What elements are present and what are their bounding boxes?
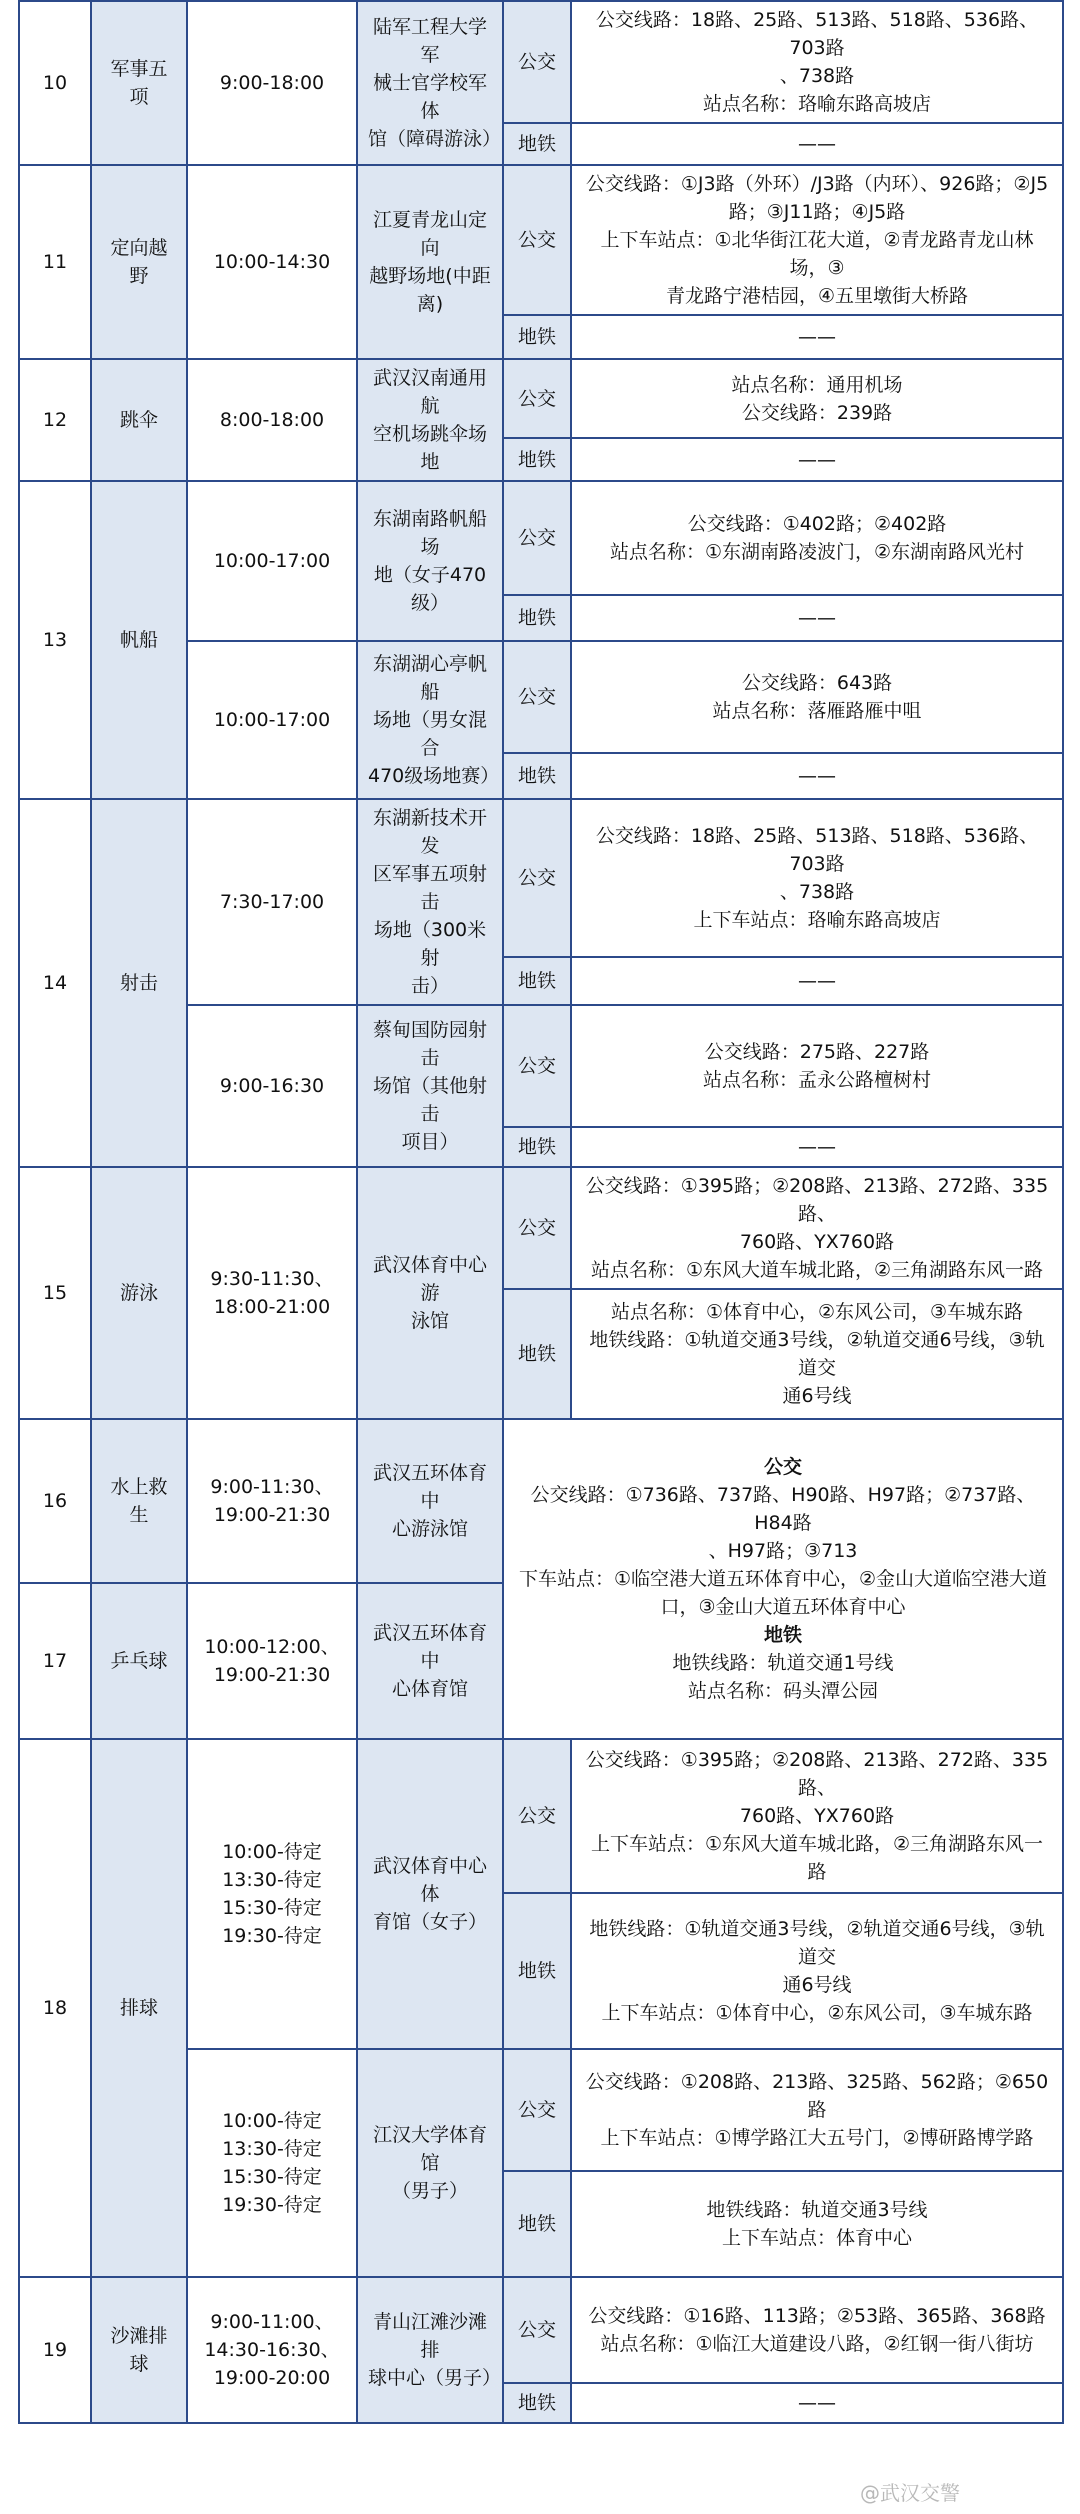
time-cell-line: 9:00-18:00 bbox=[219, 72, 325, 94]
metro-info-line: 通6号线 bbox=[782, 1974, 852, 1996]
schedule-table-body bbox=[19, 1, 1063, 2423]
venue-cell-line: 东湖南路帆船场 bbox=[372, 508, 487, 558]
metro-info-line: —— bbox=[798, 1136, 836, 1158]
bus-info-line: 公交线路：①395路；②208路、213路、272路、335路、 bbox=[585, 1175, 1049, 1225]
metro-info-line: 地铁线路：轨道交通3号线 bbox=[706, 2199, 928, 2221]
row-number: 10 bbox=[19, 1, 91, 165]
bus-info-line: 站点名称：①临江大道建设八路，②红钢一街八街坊 bbox=[600, 2333, 1034, 2355]
time-cell bbox=[187, 1005, 357, 1167]
bus-info-line: 上下车站点：珞喻东路高坡店 bbox=[693, 909, 941, 932]
row-number: 15 bbox=[19, 1167, 91, 1419]
metro-info-line: 地铁线路：①轨道交通3号线，②轨道交通6号线，③轨道交 bbox=[589, 1918, 1045, 1968]
bus-info-line: 站点名称：孟永公路檀树村 bbox=[702, 1069, 931, 1091]
bus-title: 公交 bbox=[763, 1456, 802, 1478]
venue-cell-line: 东湖新技术开发 bbox=[372, 807, 487, 857]
bus-info bbox=[571, 1167, 1063, 1289]
venue-cell bbox=[357, 1005, 503, 1167]
venue-cell bbox=[357, 165, 503, 359]
venue-cell bbox=[357, 1419, 503, 1583]
venue-cell bbox=[357, 481, 503, 641]
bus-label: 公交 bbox=[503, 2277, 571, 2383]
bus-info-line: 站点名称：落雁路雁中咀 bbox=[712, 700, 922, 722]
bus-info-line: 、738路 bbox=[779, 881, 855, 904]
venue-cell bbox=[357, 1, 503, 165]
venue-cell-line: 武汉五环体育中 bbox=[372, 1622, 487, 1672]
bus-line: 、H97路；③713 bbox=[708, 1540, 858, 1562]
bus-label: 公交 bbox=[503, 1167, 571, 1289]
bus-info-line: 760路、YX760路 bbox=[739, 1231, 895, 1253]
time-cell-line: 10:00-12:00、 bbox=[204, 1636, 340, 1658]
merged-transport-cell bbox=[503, 1419, 1063, 1739]
schedule-table-wrap bbox=[18, 0, 1062, 2424]
sport-name: 帆船 bbox=[91, 481, 187, 799]
metro-line: 地铁线路：轨道交通1号线 bbox=[672, 1652, 894, 1674]
venue-cell bbox=[357, 2049, 503, 2277]
time-cell bbox=[187, 799, 357, 1005]
venue-cell-line: 江夏青龙山定向 bbox=[372, 209, 487, 259]
time-cell-line: 15:30-待定 bbox=[222, 1897, 322, 1919]
bus-info-line: 公交线路：①J3路（外环）/J3路（内环）、926路；②J5 bbox=[585, 173, 1049, 195]
bus-info bbox=[571, 481, 1063, 595]
sport-name: 游泳 bbox=[91, 1167, 187, 1419]
time-cell bbox=[187, 2049, 357, 2277]
metro-label: 地铁 bbox=[503, 2383, 571, 2423]
metro-info bbox=[571, 957, 1063, 1005]
row-number: 16 bbox=[19, 1419, 91, 1583]
bus-info-line: 上下车站点：①北华街江花大道，②青龙路青龙山林场，③ bbox=[600, 229, 1034, 279]
bus-info-line: 上下车站点：①东风大道车城北路，②三角湖路东风一路 bbox=[590, 1833, 1044, 1883]
metro-info-line: —— bbox=[798, 448, 836, 471]
bus-info bbox=[571, 1, 1063, 123]
time-cell-line: 7:30-17:00 bbox=[219, 891, 325, 913]
metro-info bbox=[571, 753, 1063, 799]
venue-cell-line: 场地（300米射 bbox=[373, 919, 487, 969]
bus-label: 公交 bbox=[503, 641, 571, 753]
metro-info bbox=[571, 595, 1063, 641]
bus-info-line: 公交线路：239路 bbox=[741, 401, 893, 424]
venue-cell-line: 越野场地(中距 bbox=[369, 265, 491, 287]
venue-cell bbox=[357, 359, 503, 481]
bus-line: 口，③金山大道五环体育中心 bbox=[660, 1596, 906, 1618]
sport-name: 军事五项 bbox=[91, 1, 187, 165]
time-cell bbox=[187, 1, 357, 165]
row-number: 17 bbox=[19, 1583, 91, 1739]
venue-cell bbox=[357, 799, 503, 1005]
watermark: @武汉交警 bbox=[860, 2481, 960, 2505]
metro-info bbox=[571, 123, 1063, 165]
venue-cell-line: 级） bbox=[410, 592, 449, 614]
sport-name: 乒乓球 bbox=[91, 1583, 187, 1739]
time-cell-line: 19:30-待定 bbox=[222, 1925, 322, 1947]
row-number: 13 bbox=[19, 481, 91, 799]
metro-info bbox=[571, 1127, 1063, 1167]
bus-info-line: 路；③J11路；④J5路 bbox=[728, 201, 906, 223]
venue-cell-line: 青山江滩沙滩排 bbox=[372, 2311, 487, 2361]
bus-info-line: 上下车站点：①博学路江大五号门，②博研路博学路 bbox=[600, 2127, 1034, 2149]
bus-info-line: 站点名称：珞喻东路高坡店 bbox=[702, 93, 931, 115]
bus-label: 公交 bbox=[503, 2049, 571, 2171]
time-cell-line: 19:30-待定 bbox=[222, 2194, 322, 2216]
time-cell-line: 10:00-17:00 bbox=[213, 550, 331, 572]
venue-cell-line: 武汉五环体育中 bbox=[372, 1462, 487, 1512]
venue-cell-line: 育馆（女子） bbox=[372, 1911, 487, 1933]
venue-cell-line: 馆（障碍游泳） bbox=[368, 128, 502, 150]
bus-info bbox=[571, 2277, 1063, 2383]
venue-cell-line: 球中心（男子） bbox=[368, 2367, 502, 2389]
bus-label: 公交 bbox=[503, 1005, 571, 1127]
time-cell bbox=[187, 165, 357, 359]
bus-info bbox=[571, 1739, 1063, 1893]
metro-info-line: 通6号线 bbox=[782, 1385, 852, 1407]
time-cell-line: 9:00-11:30、 bbox=[210, 1476, 334, 1498]
bus-info-line: 公交线路：18路、25路、513路、518路、536路、703路 bbox=[595, 9, 1039, 59]
time-cell-line: 15:30-待定 bbox=[222, 2166, 322, 2188]
bus-info bbox=[571, 641, 1063, 753]
row-number: 14 bbox=[19, 799, 91, 1167]
bus-info-line: 、738路 bbox=[779, 65, 855, 87]
venue-cell-line: 武汉汉南通用航 bbox=[372, 367, 487, 417]
time-cell bbox=[187, 359, 357, 481]
time-cell-line: 10:00-待定 bbox=[222, 2110, 322, 2132]
venue-cell-line: 武汉体育中心游 bbox=[372, 1254, 487, 1304]
time-cell-line: 19:00-21:30 bbox=[213, 1504, 331, 1526]
bus-info-line: 公交线路：①208路、213路、325路、562路；②650路 bbox=[585, 2071, 1049, 2121]
metro-info-line: —— bbox=[798, 607, 836, 629]
venue-cell-line: 泳馆 bbox=[410, 1310, 449, 1332]
metro-info-line: 地铁线路：①轨道交通3号线，②轨道交通6号线，③轨道交 bbox=[589, 1329, 1045, 1379]
metro-info bbox=[571, 1893, 1063, 2049]
time-cell-line: 9:30-11:30、 bbox=[210, 1268, 334, 1290]
bus-label: 公交 bbox=[503, 165, 571, 315]
metro-info-line: 站点名称：①体育中心，②东风公司，③车城东路 bbox=[610, 1301, 1024, 1323]
metro-info-line: —— bbox=[798, 133, 836, 155]
venue-cell bbox=[357, 1739, 503, 2049]
metro-label: 地铁 bbox=[503, 1893, 571, 2049]
time-cell-line: 10:00-待定 bbox=[222, 1841, 322, 1863]
metro-label: 地铁 bbox=[503, 1289, 571, 1419]
metro-label: 地铁 bbox=[503, 2171, 571, 2277]
bus-line: 下车站点：①临空港大道五环体育中心，②金山大道临空港大道 bbox=[518, 1568, 1048, 1590]
metro-info-line: 上下车站点：①体育中心，②东风公司，③车城东路 bbox=[601, 2002, 1033, 2024]
metro-info bbox=[571, 2383, 1063, 2423]
metro-label: 地铁 bbox=[503, 595, 571, 641]
venue-cell-line: 械士官学校军体 bbox=[372, 72, 487, 122]
time-cell-line: 8:00-18:00 bbox=[219, 409, 325, 431]
metro-label: 地铁 bbox=[503, 123, 571, 165]
bus-info-line: 公交线路：643路 bbox=[741, 672, 893, 694]
metro-title: 地铁 bbox=[763, 1624, 802, 1646]
venue-cell bbox=[357, 641, 503, 799]
time-cell-line: 13:30-待定 bbox=[222, 2138, 322, 2160]
sport-name: 沙滩排球 bbox=[91, 2277, 187, 2423]
metro-label: 地铁 bbox=[503, 1127, 571, 1167]
metro-info bbox=[571, 1289, 1063, 1419]
bus-label: 公交 bbox=[503, 359, 571, 438]
venue-cell-line: 蔡甸国防园射击 bbox=[372, 1019, 487, 1069]
time-cell-line: 14:30-16:30、 bbox=[204, 2339, 340, 2361]
venue-cell-line: 场馆（其他射击 bbox=[372, 1075, 487, 1125]
time-cell bbox=[187, 481, 357, 641]
time-cell bbox=[187, 1419, 357, 1583]
row-number: 11 bbox=[19, 165, 91, 359]
bus-info bbox=[571, 359, 1063, 438]
venue-cell bbox=[357, 1583, 503, 1739]
time-cell-line: 18:00-21:00 bbox=[213, 1296, 331, 1318]
schedule-table bbox=[18, 0, 1064, 2424]
bus-info-line: 公交线路：①395路；②208路、213路、272路、335路、 bbox=[585, 1749, 1049, 1799]
metro-info-line: —— bbox=[798, 326, 836, 348]
row-number: 18 bbox=[19, 1739, 91, 2277]
bus-label: 公交 bbox=[503, 1739, 571, 1893]
bus-info bbox=[571, 799, 1063, 957]
metro-info bbox=[571, 315, 1063, 359]
metro-info-line: 上下车站点：体育中心 bbox=[721, 2227, 912, 2249]
bus-label: 公交 bbox=[503, 799, 571, 957]
time-cell-line: 19:00-20:00 bbox=[213, 2367, 331, 2389]
bus-info bbox=[571, 165, 1063, 315]
venue-cell-line: 陆军工程大学军 bbox=[372, 16, 487, 66]
venue-cell-line: 空机场跳伞场地 bbox=[372, 423, 487, 473]
metro-label: 地铁 bbox=[503, 315, 571, 359]
time-cell bbox=[187, 2277, 357, 2423]
metro-label: 地铁 bbox=[503, 753, 571, 799]
bus-info-line: 站点名称：通用机场 bbox=[731, 373, 903, 396]
metro-label: 地铁 bbox=[503, 957, 571, 1005]
bus-info-line: 公交线路：18路、25路、513路、518路、536路、703路 bbox=[595, 825, 1039, 876]
venue-cell-line: 心体育馆 bbox=[391, 1678, 468, 1700]
bus-line: 公交线路：①736路、737路、H90路、H97路；②737路、H84路 bbox=[530, 1484, 1036, 1534]
venue-cell-line: 武汉体育中心体 bbox=[372, 1855, 487, 1905]
bus-info-line: 760路、YX760路 bbox=[739, 1805, 895, 1827]
bus-info-line: 公交线路：①16路、113路；②53路、365路、368路 bbox=[588, 2305, 1046, 2327]
venue-cell-line: 区军事五项射击 bbox=[372, 863, 487, 913]
sport-name: 排球 bbox=[91, 1739, 187, 2277]
venue-cell-line: 项目） bbox=[401, 1131, 459, 1153]
bus-info bbox=[571, 2049, 1063, 2171]
time-cell bbox=[187, 1167, 357, 1419]
bus-info-line: 公交线路：①402路；②402路 bbox=[687, 513, 947, 535]
row-number: 12 bbox=[19, 359, 91, 481]
time-cell-line: 13:30-待定 bbox=[222, 1869, 322, 1891]
venue-cell-line: 心游泳馆 bbox=[391, 1518, 468, 1540]
venue-cell-line: 击） bbox=[410, 975, 449, 997]
metro-line: 站点名称：码头潭公园 bbox=[687, 1680, 878, 1702]
time-cell-line: 9:00-16:30 bbox=[219, 1075, 325, 1097]
venue-cell-line: 东湖湖心亭帆船 bbox=[372, 653, 487, 703]
sport-name: 定向越野 bbox=[91, 165, 187, 359]
metro-info bbox=[571, 2171, 1063, 2277]
time-cell-line: 9:00-11:00、 bbox=[210, 2311, 334, 2333]
venue-cell bbox=[357, 1167, 503, 1419]
venue-cell-line: 江汉大学体育馆 bbox=[372, 2124, 487, 2174]
metro-info bbox=[571, 438, 1063, 481]
metro-info-line: —— bbox=[798, 2392, 836, 2414]
bus-info-line: 青龙路宁港桔园，④五里墩街大桥路 bbox=[665, 285, 969, 307]
bus-info bbox=[571, 1005, 1063, 1127]
bus-label: 公交 bbox=[503, 1, 571, 123]
metro-label: 地铁 bbox=[503, 438, 571, 481]
bus-label: 公交 bbox=[503, 481, 571, 595]
venue-cell-line: （男子） bbox=[391, 2180, 468, 2202]
venue-cell-line: 470级场地赛） bbox=[368, 765, 500, 787]
time-cell-line: 10:00-14:30 bbox=[213, 251, 331, 273]
venue-cell-line: 离) bbox=[416, 293, 444, 315]
metro-info-line: —— bbox=[798, 970, 836, 993]
time-cell bbox=[187, 1583, 357, 1739]
venue-cell-line: 场地（男女混合 bbox=[372, 709, 487, 759]
time-cell bbox=[187, 1739, 357, 2049]
bus-info-line: 公交线路：275路、227路 bbox=[704, 1041, 930, 1063]
sport-name: 射击 bbox=[91, 799, 187, 1167]
bus-info-line: 站点名称：①东风大道车城北路，②三角湖路东风一路 bbox=[590, 1259, 1044, 1281]
time-cell-line: 19:00-21:30 bbox=[213, 1664, 331, 1686]
venue-cell bbox=[357, 2277, 503, 2423]
metro-info-line: —— bbox=[798, 765, 836, 787]
sport-name: 跳伞 bbox=[91, 359, 187, 481]
row-number: 19 bbox=[19, 2277, 91, 2423]
time-cell bbox=[187, 641, 357, 799]
bus-info-line: 站点名称：①东湖南路凌波门，②东湖南路风光村 bbox=[609, 541, 1025, 563]
venue-cell-line: 地（女子470 bbox=[373, 564, 487, 586]
sport-name: 水上救生 bbox=[91, 1419, 187, 1583]
time-cell-line: 10:00-17:00 bbox=[213, 709, 331, 731]
